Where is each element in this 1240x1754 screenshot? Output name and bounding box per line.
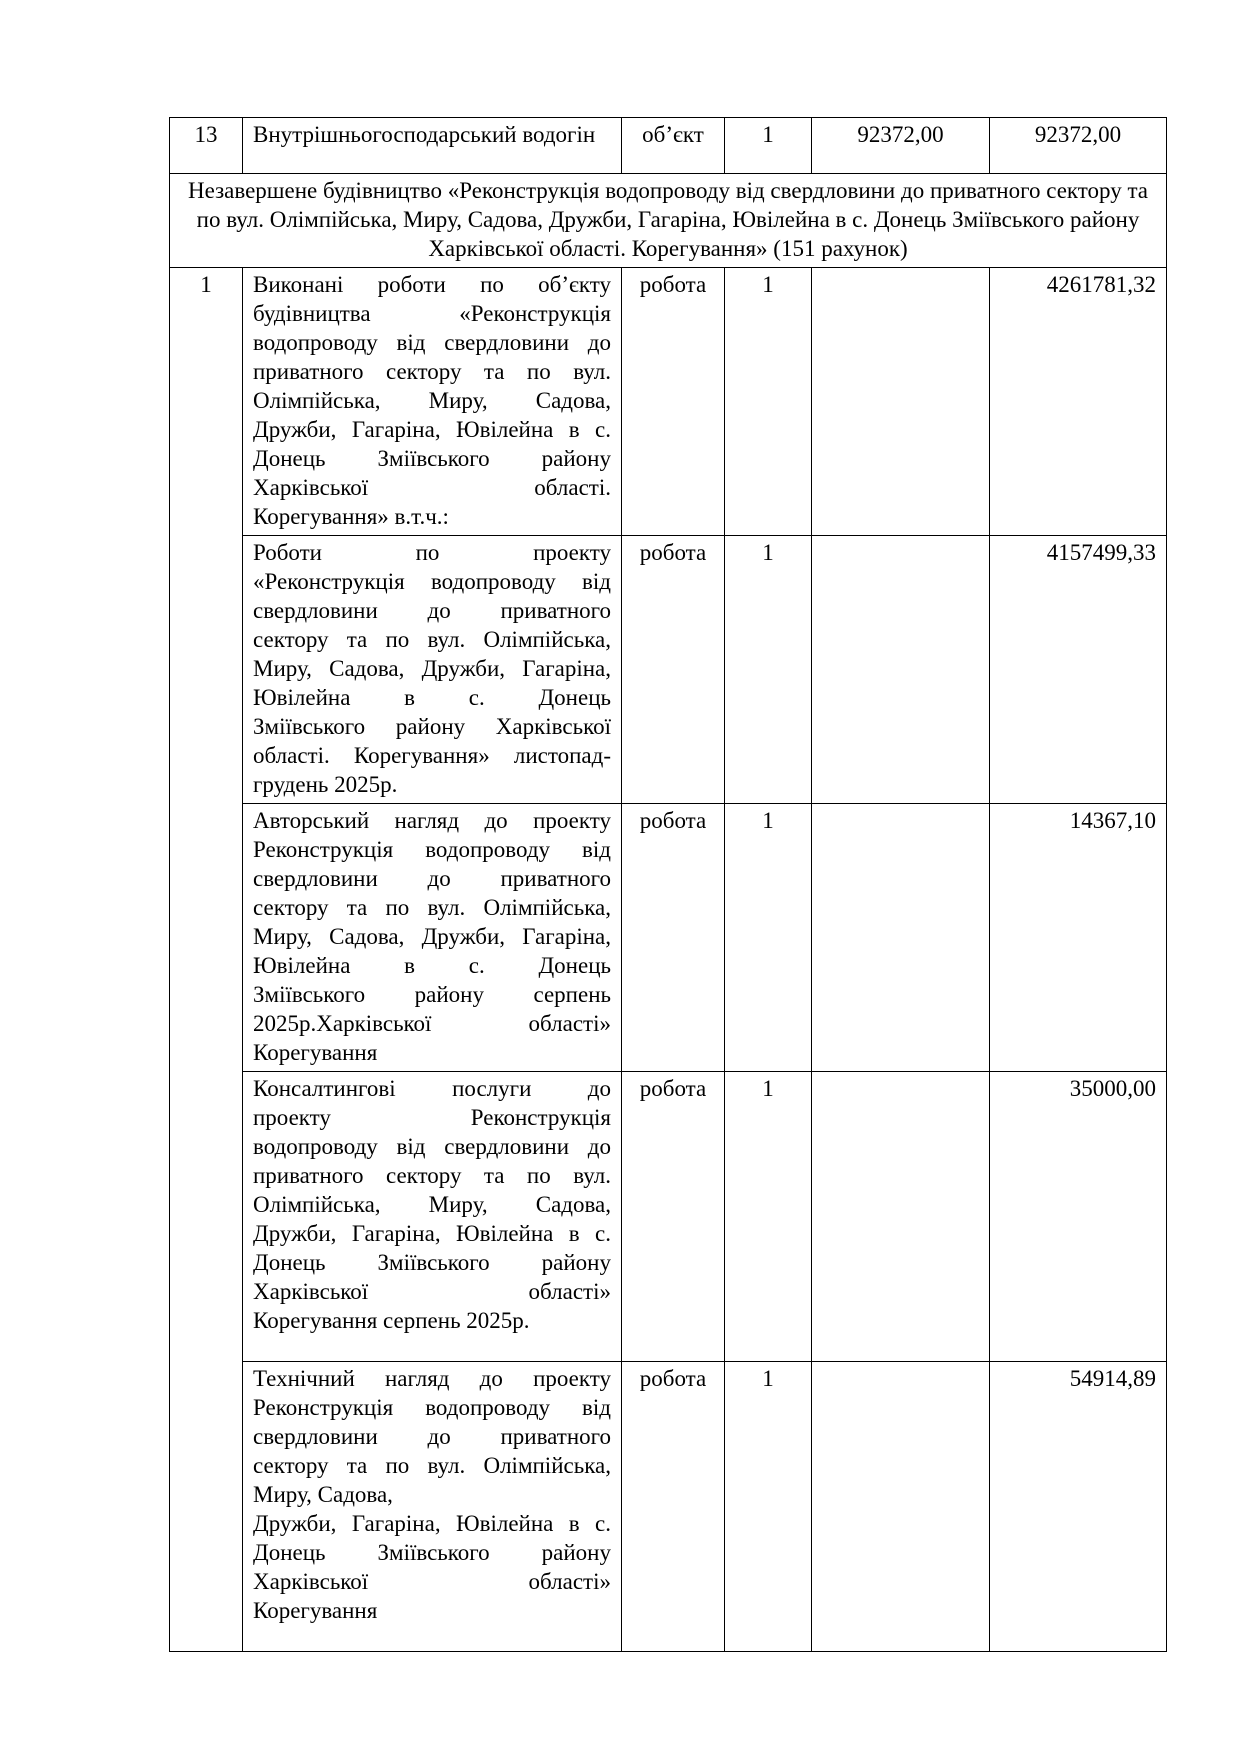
row-number: 1 — [170, 268, 243, 1652]
item-name: Технічний нагляд до проекту Реконструкція водопроводу від свердловини до приватного сектору та по вул. Олімпійська, Миру, Садова, Дружби, Гагаріна, Ювілейна в с. Донець Зміївського району Харківської області» Корегування — [243, 1362, 622, 1652]
sum-cell: 14367,10 — [990, 804, 1167, 1072]
sum-cell: 92372,00 — [990, 118, 1167, 174]
unit-cell: об’єкт — [622, 118, 725, 174]
sum-cell: 4261781,32 — [990, 268, 1167, 536]
quantity-cell: 1 — [725, 804, 812, 1072]
sum-cell: 4157499,33 — [990, 536, 1167, 804]
quantity-cell: 1 — [725, 1362, 812, 1652]
quantity-cell: 1 — [725, 268, 812, 536]
table-row — [170, 268, 1167, 536]
unit-cell: робота — [622, 804, 725, 1072]
price-cell — [812, 1362, 990, 1652]
price-cell — [812, 804, 990, 1072]
table-row — [170, 804, 1167, 1072]
inventory-table — [169, 117, 1167, 1652]
unit-cell: робота — [622, 1362, 725, 1652]
price-cell — [812, 536, 990, 804]
unit-cell: робота — [622, 1072, 725, 1362]
quantity-cell: 1 — [725, 536, 812, 804]
price-cell — [812, 268, 990, 536]
price-cell — [812, 1072, 990, 1362]
table-row — [170, 1072, 1167, 1362]
table-row — [170, 1362, 1167, 1652]
row-number: 13 — [170, 118, 243, 174]
unit-cell: робота — [622, 536, 725, 804]
table-row — [170, 536, 1167, 804]
item-name: Внутрішньогосподарський водогін — [243, 118, 622, 174]
sum-cell: 35000,00 — [990, 1072, 1167, 1362]
sum-cell: 54914,89 — [990, 1362, 1167, 1652]
item-name: Консалтингові послуги до проекту Реконструкція водопроводу від свердловини до приватного сектору та по вул. Олімпійська, Миру, Садова, Дружби, Гагаріна, Ювілейна в с. Донець Зміївського району Харківської області» Корегування серпень 2025р. — [243, 1072, 622, 1362]
item-name: Роботи по проекту «Реконструкція водопроводу від свердловини до приватного сектору та по вул. Олімпійська, Миру, Садова, Дружби, Гагаріна, Ювілейна в с. Донець Зміївського району Харківської області. Корегування» листопад- грудень 2025р. — [243, 536, 622, 804]
item-name: Виконані роботи по об’єкту будівництва «Реконструкція водопроводу від свердловини до приватного сектору та по вул. Олімпійська, Миру, Садова, Дружби, Гагаріна, Ювілейна в с. Донець Зміївського району Харківської області. Корегування» в.т.ч.: — [243, 268, 622, 536]
table-row — [170, 118, 1167, 174]
quantity-cell: 1 — [725, 118, 812, 174]
item-name: Авторський нагляд до проекту Реконструкція водопроводу від свердловини до приватного сектору та по вул. Олімпійська, Миру, Садова, Дружби, Гагаріна, Ювілейна в с. Донець Зміївського району серпень 2025р.Харківської області» Корегування — [243, 804, 622, 1072]
section-title: Незавершене будівництво «Реконструкція водопроводу від свердловини до приватного сектору та по вул. Олімпійська, Миру, Садова, Дружби, Гагаріна, Ювілейна в с. Донець Зміївського району Харківської області. Корегування» (151 рахунок) — [170, 174, 1167, 268]
quantity-cell: 1 — [725, 1072, 812, 1362]
price-cell: 92372,00 — [812, 118, 990, 174]
section-header-row — [170, 174, 1167, 268]
unit-cell: робота — [622, 268, 725, 536]
